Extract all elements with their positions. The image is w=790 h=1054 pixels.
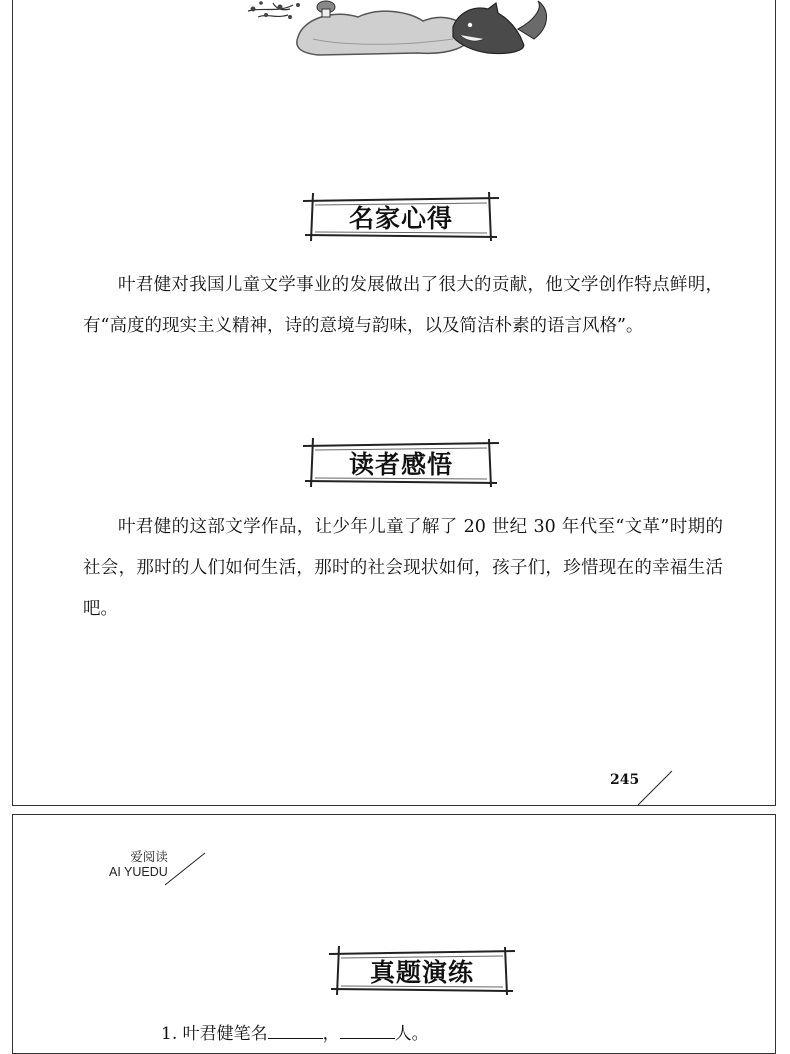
section-title-duzhe: 读者感悟 [348,450,453,479]
question-1-separator: ， [322,1024,340,1044]
header-chinese: 爱阅读 [130,849,168,864]
paragraph-duzhe: 叶君健的这部文学作品，让少年儿童了解了 20 世纪 30 年代至“文革”时期的社会，那时的人们如何生活，那时的社会现状如何，孩子们，珍惜现在的幸福生活吧。 [83,517,723,619]
page-number: 245 [610,772,640,788]
section-title-mingjia: 名家心得 [348,204,453,233]
page-number-slash [636,769,676,807]
paragraph-mingjia: 叶君健对我国儿童文学事业的发展做出了很大的贡献，他文学创作特点鲜明，有“高度的现实主义精神，诗的意境与韵味，以及简洁朴素的语言风格”。 [83,275,723,336]
next-page [12,814,776,1054]
question-1-prefix: 1. 叶君健笔名 [161,1024,268,1044]
answer-blank-1[interactable] [268,1024,323,1039]
question-1 [161,1019,429,1044]
header-english: AI YUEDU [109,865,168,879]
page-245 [12,0,776,806]
section-title-box-3 [327,945,517,997]
answer-blank-2[interactable] [340,1024,395,1039]
running-header [109,849,168,879]
question-1-suffix: 人。 [394,1024,429,1044]
section-title-zhenti: 真题演练 [369,958,474,987]
section-title-box-1 [301,191,501,243]
header-slash [163,851,208,887]
fox-illustration [238,0,558,61]
section-title-box-2 [301,437,501,489]
